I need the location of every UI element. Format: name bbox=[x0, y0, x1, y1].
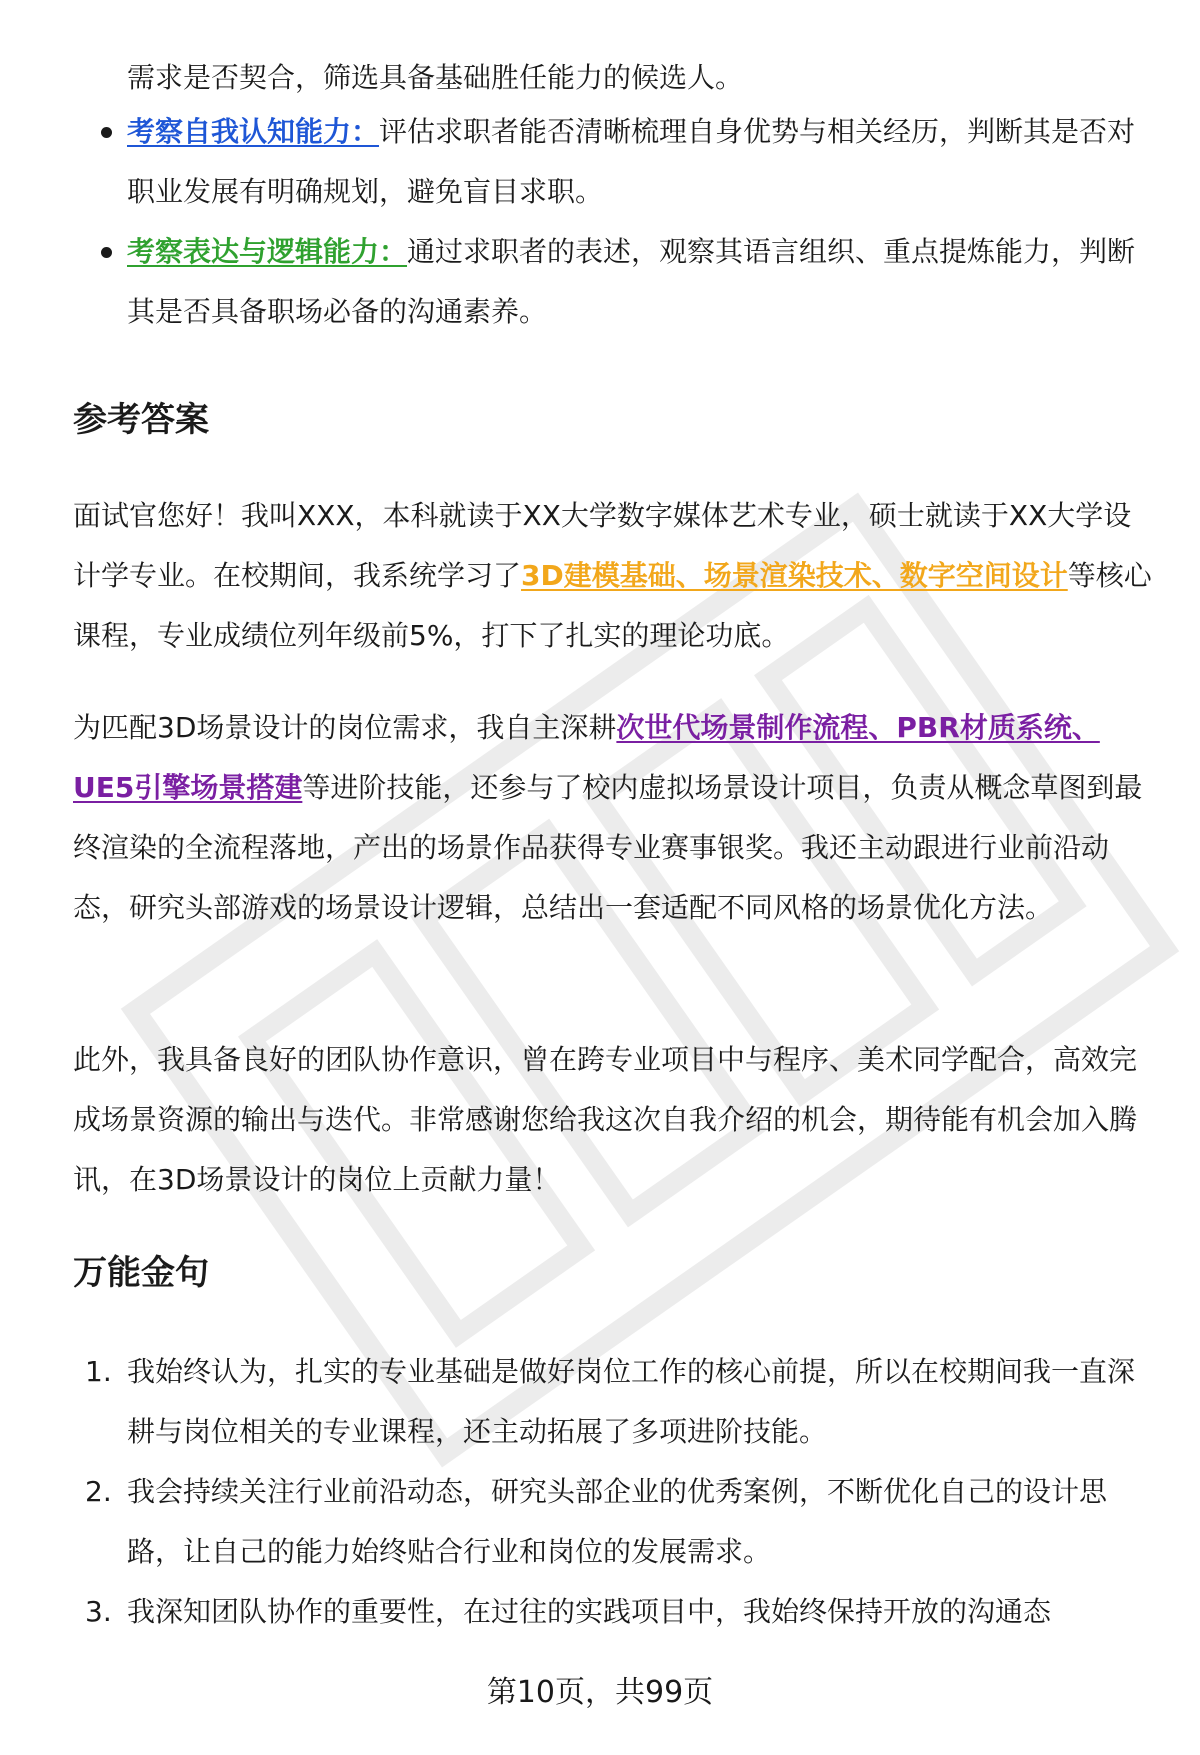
phrase-text-1: 我始终认为，扎实的专业基础是做好岗位工作的核心前提，所以在校期间我一直深耕与岗位相关的专业课程，还主动拓展了多项进阶技能。 bbox=[127, 1355, 1136, 1448]
bullet-text-self-awareness: 评估求职者能否清晰梳理自身优势与相关经历，判断其是否对职业发展有明确规划，避免盲目求职。 bbox=[127, 115, 1136, 208]
answer-p2-highlight-skills: 次世代场景制作流程、PBR材质系统、UE5引擎场景搭建 bbox=[73, 711, 1100, 804]
phrase-item-3 bbox=[73, 1582, 1153, 1642]
phrase-number-2: 2. bbox=[85, 1475, 112, 1508]
answer-paragraph-2 bbox=[73, 698, 1153, 938]
phrase-item-1 bbox=[73, 1342, 1153, 1462]
bullet-item-self-awareness bbox=[73, 102, 1153, 222]
answer-p2-text-b: 等进阶技能，还参与了校内虚拟场景设计项目，负责从概念草图到最终渲染的全流程落地，产出的场景作品获得专业赛事银奖。我还主动跟进行业前沿动态，研究头部游戏的场景设计逻辑，总结出一套适配不同风格的场景优化方法。 bbox=[73, 771, 1143, 924]
section-heading-universal-phrases: 万能金句 bbox=[73, 1253, 209, 1293]
bullet-label-self-awareness: 考察自我认知能力： bbox=[127, 115, 380, 148]
section-heading-reference-answer: 参考答案 bbox=[73, 400, 209, 440]
assessment-bullet-list bbox=[73, 102, 1153, 342]
bullet-label-expression-logic: 考察表达与逻辑能力： bbox=[127, 235, 408, 268]
bullet-text-expression-logic: 通过求职者的表述，观察其语言组织、重点提炼能力，判断其是否具备职场必备的沟通素养。 bbox=[127, 235, 1136, 328]
answer-p1-text-b: 等核心课程，专业成绩位列年级前5%，打下了扎实的理论功底。 bbox=[73, 559, 1152, 652]
page-number-footer: 第10页，共99页 bbox=[486, 1675, 714, 1710]
bullet-item-expression-logic bbox=[73, 222, 1153, 342]
phrase-number-1: 1. bbox=[85, 1355, 112, 1388]
phrase-number-3: 3. bbox=[85, 1595, 112, 1628]
answer-p1-highlight-courses: 3D建模基础、场景渲染技术、数字空间设计 bbox=[521, 559, 1068, 592]
phrases-ordered-list bbox=[73, 1342, 1153, 1642]
phrase-item-2 bbox=[73, 1462, 1153, 1582]
intro-tail-text: 需求是否契合，筛选具备基础胜任能力的候选人。 bbox=[127, 61, 744, 94]
answer-p1-text-a: 面试官您好！我叫XXX，本科就读于XX大学数字媒体艺术专业，硕士就读于XX大学设计学专业。在校期间，我系统学习了 bbox=[73, 499, 1132, 592]
answer-p2-text-a: 为匹配3D场景设计的岗位需求，我自主深耕 bbox=[73, 711, 617, 744]
phrase-text-2: 我会持续关注行业前沿动态，研究头部企业的优秀案例，不断优化自己的设计思路，让自己的能力始终贴合行业和岗位的发展需求。 bbox=[127, 1475, 1108, 1568]
answer-paragraph-1 bbox=[73, 486, 1153, 666]
answer-paragraph-3: 此外，我具备良好的团队协作意识，曾在跨专业项目中与程序、美术同学配合，高效完成场景资源的输出与迭代。非常感谢您给我这次自我介绍的机会，期待能有机会加入腾讯，在3D场景设计的岗位上贡献力量！ bbox=[73, 1043, 1138, 1196]
phrase-text-3: 我深知团队协作的重要性，在过往的实践项目中，我始终保持开放的沟通态 bbox=[127, 1595, 1052, 1628]
